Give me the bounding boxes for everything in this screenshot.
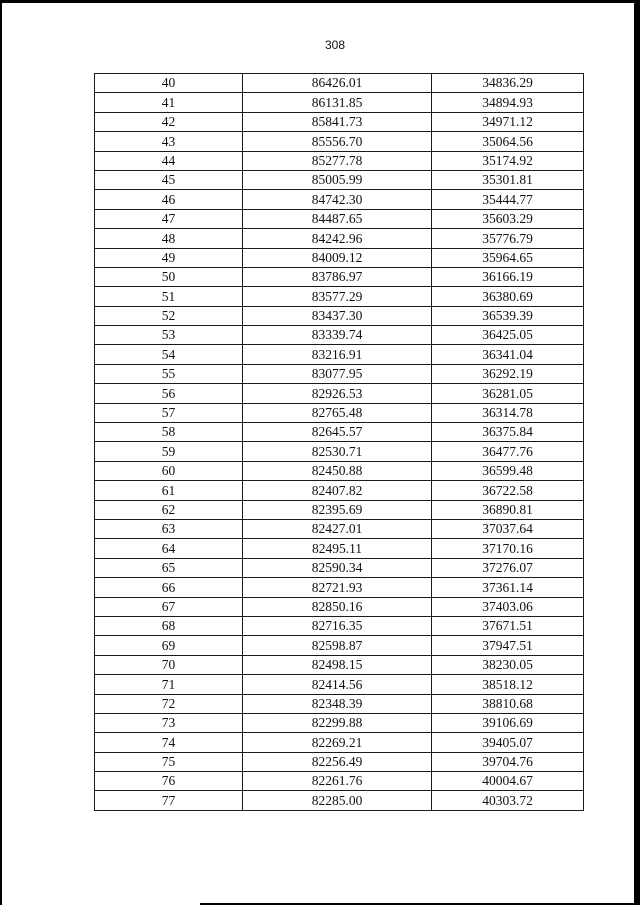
value-a-cell: 83339.74	[243, 326, 432, 345]
value-b-cell: 36281.05	[432, 384, 584, 403]
table-row	[95, 170, 584, 189]
row-index-cell: 42	[95, 112, 243, 131]
value-b-cell: 36166.19	[432, 267, 584, 286]
value-a-cell: 82495.11	[243, 539, 432, 558]
value-a-cell: 84487.65	[243, 209, 432, 228]
row-index-cell: 44	[95, 151, 243, 170]
value-b-cell: 39106.69	[432, 713, 584, 732]
table-row	[95, 384, 584, 403]
value-b-cell: 36599.48	[432, 461, 584, 480]
table-row	[95, 442, 584, 461]
table-row	[95, 132, 584, 151]
page-top-border	[0, 0, 640, 3]
value-b-cell: 37361.14	[432, 578, 584, 597]
table-row	[95, 190, 584, 209]
value-a-cell: 82598.87	[243, 636, 432, 655]
value-a-cell: 82926.53	[243, 384, 432, 403]
value-a-cell: 82395.69	[243, 500, 432, 519]
table-row	[95, 287, 584, 306]
table-row	[95, 578, 584, 597]
row-index-cell: 47	[95, 209, 243, 228]
table-row	[95, 636, 584, 655]
value-a-cell: 82414.56	[243, 675, 432, 694]
value-a-cell: 83437.30	[243, 306, 432, 325]
table-row	[95, 93, 584, 112]
value-b-cell: 37671.51	[432, 616, 584, 635]
table-row	[95, 713, 584, 732]
table-row	[95, 461, 584, 480]
value-b-cell: 37170.16	[432, 539, 584, 558]
table-row	[95, 151, 584, 170]
table-row	[95, 616, 584, 635]
value-a-cell: 83786.97	[243, 267, 432, 286]
value-a-cell: 85556.70	[243, 132, 432, 151]
row-index-cell: 70	[95, 655, 243, 674]
data-table	[94, 73, 584, 811]
row-index-cell: 56	[95, 384, 243, 403]
value-b-cell: 37947.51	[432, 636, 584, 655]
value-a-cell: 82299.88	[243, 713, 432, 732]
row-index-cell: 40	[95, 74, 243, 93]
value-a-cell: 82348.39	[243, 694, 432, 713]
row-index-cell: 50	[95, 267, 243, 286]
table-row	[95, 306, 584, 325]
value-b-cell: 38518.12	[432, 675, 584, 694]
row-index-cell: 60	[95, 461, 243, 480]
value-a-cell: 82850.16	[243, 597, 432, 616]
value-a-cell: 82590.34	[243, 558, 432, 577]
table-row	[95, 74, 584, 93]
value-b-cell: 36425.05	[432, 326, 584, 345]
value-b-cell: 34836.29	[432, 74, 584, 93]
row-index-cell: 66	[95, 578, 243, 597]
table-row	[95, 481, 584, 500]
table-row	[95, 791, 584, 810]
table-row	[95, 655, 584, 674]
value-a-cell: 82269.21	[243, 733, 432, 752]
value-a-cell: 84009.12	[243, 248, 432, 267]
row-index-cell: 43	[95, 132, 243, 151]
value-a-cell: 84742.30	[243, 190, 432, 209]
value-b-cell: 39704.76	[432, 752, 584, 771]
value-b-cell: 34971.12	[432, 112, 584, 131]
table-row	[95, 345, 584, 364]
value-b-cell: 40303.72	[432, 791, 584, 810]
value-a-cell: 82765.48	[243, 403, 432, 422]
row-index-cell: 64	[95, 539, 243, 558]
row-index-cell: 72	[95, 694, 243, 713]
table-row	[95, 519, 584, 538]
row-index-cell: 52	[95, 306, 243, 325]
table-row	[95, 403, 584, 422]
value-a-cell: 82716.35	[243, 616, 432, 635]
row-index-cell: 69	[95, 636, 243, 655]
value-a-cell: 85277.78	[243, 151, 432, 170]
value-b-cell: 36380.69	[432, 287, 584, 306]
table-row	[95, 248, 584, 267]
row-index-cell: 45	[95, 170, 243, 189]
table-row	[95, 597, 584, 616]
value-b-cell: 35603.29	[432, 209, 584, 228]
value-a-cell: 82645.57	[243, 423, 432, 442]
value-b-cell: 37403.06	[432, 597, 584, 616]
table-row	[95, 229, 584, 248]
value-b-cell: 36539.39	[432, 306, 584, 325]
page-number: 308	[324, 38, 346, 52]
value-b-cell: 35776.79	[432, 229, 584, 248]
value-a-cell: 86131.85	[243, 93, 432, 112]
table-row	[95, 772, 584, 791]
value-b-cell: 37276.07	[432, 558, 584, 577]
value-a-cell: 82427.01	[243, 519, 432, 538]
row-index-cell: 75	[95, 752, 243, 771]
value-b-cell: 39405.07	[432, 733, 584, 752]
table-row	[95, 364, 584, 383]
value-a-cell: 85841.73	[243, 112, 432, 131]
value-b-cell: 38230.05	[432, 655, 584, 674]
table-row	[95, 675, 584, 694]
row-index-cell: 48	[95, 229, 243, 248]
row-index-cell: 63	[95, 519, 243, 538]
value-b-cell: 35444.77	[432, 190, 584, 209]
table-row	[95, 733, 584, 752]
value-b-cell: 36722.58	[432, 481, 584, 500]
value-a-cell: 82261.76	[243, 772, 432, 791]
row-index-cell: 65	[95, 558, 243, 577]
value-b-cell: 36292.19	[432, 364, 584, 383]
row-index-cell: 51	[95, 287, 243, 306]
value-b-cell: 35301.81	[432, 170, 584, 189]
page-left-border	[0, 0, 2, 905]
row-index-cell: 53	[95, 326, 243, 345]
row-index-cell: 49	[95, 248, 243, 267]
value-b-cell: 35174.92	[432, 151, 584, 170]
value-b-cell: 38810.68	[432, 694, 584, 713]
row-index-cell: 74	[95, 733, 243, 752]
row-index-cell: 58	[95, 423, 243, 442]
value-b-cell: 35964.65	[432, 248, 584, 267]
table-row	[95, 423, 584, 442]
table-row	[95, 500, 584, 519]
value-b-cell: 34894.93	[432, 93, 584, 112]
row-index-cell: 55	[95, 364, 243, 383]
row-index-cell: 68	[95, 616, 243, 635]
value-a-cell: 82256.49	[243, 752, 432, 771]
row-index-cell: 61	[95, 481, 243, 500]
table-body	[95, 74, 584, 811]
table-row	[95, 694, 584, 713]
value-a-cell: 83577.29	[243, 287, 432, 306]
value-a-cell: 82285.00	[243, 791, 432, 810]
value-a-cell: 82498.15	[243, 655, 432, 674]
table-row	[95, 752, 584, 771]
row-index-cell: 76	[95, 772, 243, 791]
row-index-cell: 59	[95, 442, 243, 461]
value-b-cell: 40004.67	[432, 772, 584, 791]
row-index-cell: 62	[95, 500, 243, 519]
table-row	[95, 112, 584, 131]
row-index-cell: 67	[95, 597, 243, 616]
table-row	[95, 539, 584, 558]
value-a-cell: 82721.93	[243, 578, 432, 597]
value-a-cell: 82530.71	[243, 442, 432, 461]
value-a-cell: 82407.82	[243, 481, 432, 500]
table-row	[95, 209, 584, 228]
page-right-border	[634, 0, 640, 905]
value-b-cell: 36890.81	[432, 500, 584, 519]
value-a-cell: 84242.96	[243, 229, 432, 248]
value-b-cell: 35064.56	[432, 132, 584, 151]
table-row	[95, 267, 584, 286]
row-index-cell: 57	[95, 403, 243, 422]
value-b-cell: 36477.76	[432, 442, 584, 461]
value-a-cell: 86426.01	[243, 74, 432, 93]
value-b-cell: 36375.84	[432, 423, 584, 442]
value-a-cell: 83216.91	[243, 345, 432, 364]
row-index-cell: 46	[95, 190, 243, 209]
row-index-cell: 41	[95, 93, 243, 112]
row-index-cell: 73	[95, 713, 243, 732]
row-index-cell: 54	[95, 345, 243, 364]
row-index-cell: 71	[95, 675, 243, 694]
table-row	[95, 326, 584, 345]
table-row	[95, 558, 584, 577]
value-a-cell: 82450.88	[243, 461, 432, 480]
value-b-cell: 36341.04	[432, 345, 584, 364]
value-b-cell: 36314.78	[432, 403, 584, 422]
value-a-cell: 83077.95	[243, 364, 432, 383]
value-a-cell: 85005.99	[243, 170, 432, 189]
row-index-cell: 77	[95, 791, 243, 810]
value-b-cell: 37037.64	[432, 519, 584, 538]
